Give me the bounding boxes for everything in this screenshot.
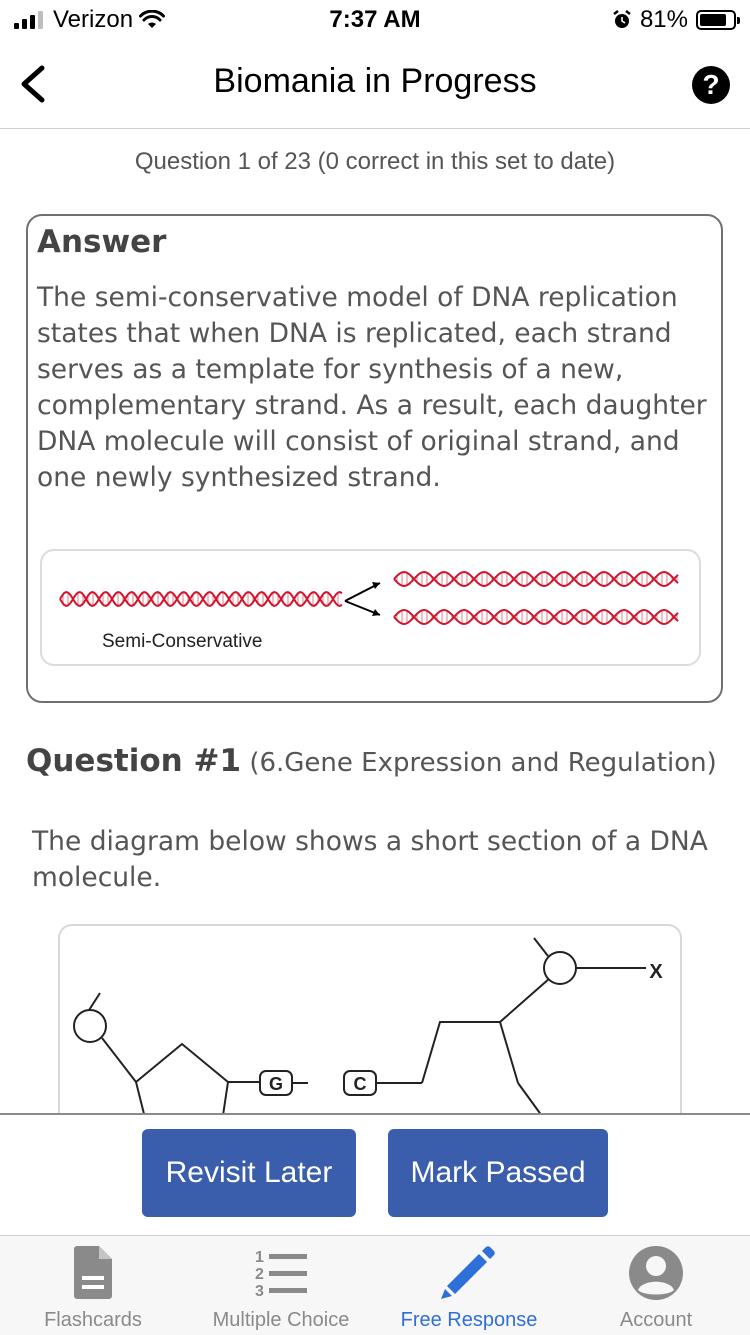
user-icon [627, 1244, 685, 1302]
mark-passed-button[interactable]: Mark Passed [388, 1129, 608, 1217]
tab-flashcards[interactable] [0, 1236, 186, 1335]
svg-text:3: 3 [255, 1283, 264, 1300]
parent-dna-helix [60, 592, 342, 606]
question-number: Question #1 [26, 743, 242, 779]
answer-figure [40, 549, 701, 666]
tab-bar [0, 1235, 750, 1335]
answer-text: The semi-conservative model of DNA replication states that when DNA is replicated, each strand serves as a template for synthesis of a new, complementary strand. As a result, each daughter DNA molecule will consist of original strand, and one newly synthesized strand. [37, 282, 707, 493]
svg-text:2: 2 [255, 1266, 264, 1283]
daughter-dna-helix-bottom [394, 610, 678, 624]
dna-structure-figure [58, 924, 682, 1144]
figure-caption: Semi-Conservative [102, 631, 263, 652]
battery-icon [696, 10, 736, 30]
x-label: X [649, 961, 663, 983]
tab-label-account: Account [619, 1309, 693, 1331]
status-bar [0, 0, 750, 40]
pencil-icon [439, 1244, 499, 1300]
tab-label-multiple-choice: Multiple Choice [212, 1309, 350, 1331]
svg-text:1: 1 [255, 1249, 264, 1266]
question-text: The diagram below shows a short section of a DNA molecule. [32, 826, 708, 893]
question-title [26, 742, 726, 782]
answer-heading: Answer [37, 224, 167, 260]
navigation-bar [0, 40, 750, 129]
daughter-dna-helix-top [394, 572, 678, 586]
tab-free-response[interactable] [376, 1236, 562, 1335]
dna-replication-illustration [42, 551, 699, 629]
battery-percent: 81% [639, 6, 688, 33]
dna-nucleotide-diagram [60, 926, 680, 1142]
question-progress: Question 1 of 23 (0 correct in this set to date) [134, 148, 616, 175]
status-time: 7:37 AM [329, 6, 421, 33]
revisit-later-button[interactable]: Revisit Later [142, 1129, 356, 1217]
alarm-icon [612, 10, 632, 30]
base-c-label: C [353, 1074, 367, 1094]
carrier-name: Verizon [53, 6, 134, 33]
base-g-label: G [268, 1074, 284, 1094]
tab-label-flashcards: Flashcards [44, 1309, 142, 1331]
page-title: Biomania in Progress [213, 62, 537, 100]
numbered-list-icon [251, 1244, 311, 1300]
action-bar [0, 1113, 750, 1237]
help-button[interactable]: ? [692, 66, 730, 104]
status-right [612, 6, 736, 34]
answer-card [26, 214, 723, 703]
tab-label-free-response: Free Response [400, 1309, 538, 1331]
question-category: (6.Gene Expression and Regulation) [249, 748, 717, 778]
document-icon [72, 1244, 114, 1300]
tab-multiple-choice[interactable] [186, 1236, 376, 1335]
tab-account[interactable] [562, 1236, 750, 1335]
